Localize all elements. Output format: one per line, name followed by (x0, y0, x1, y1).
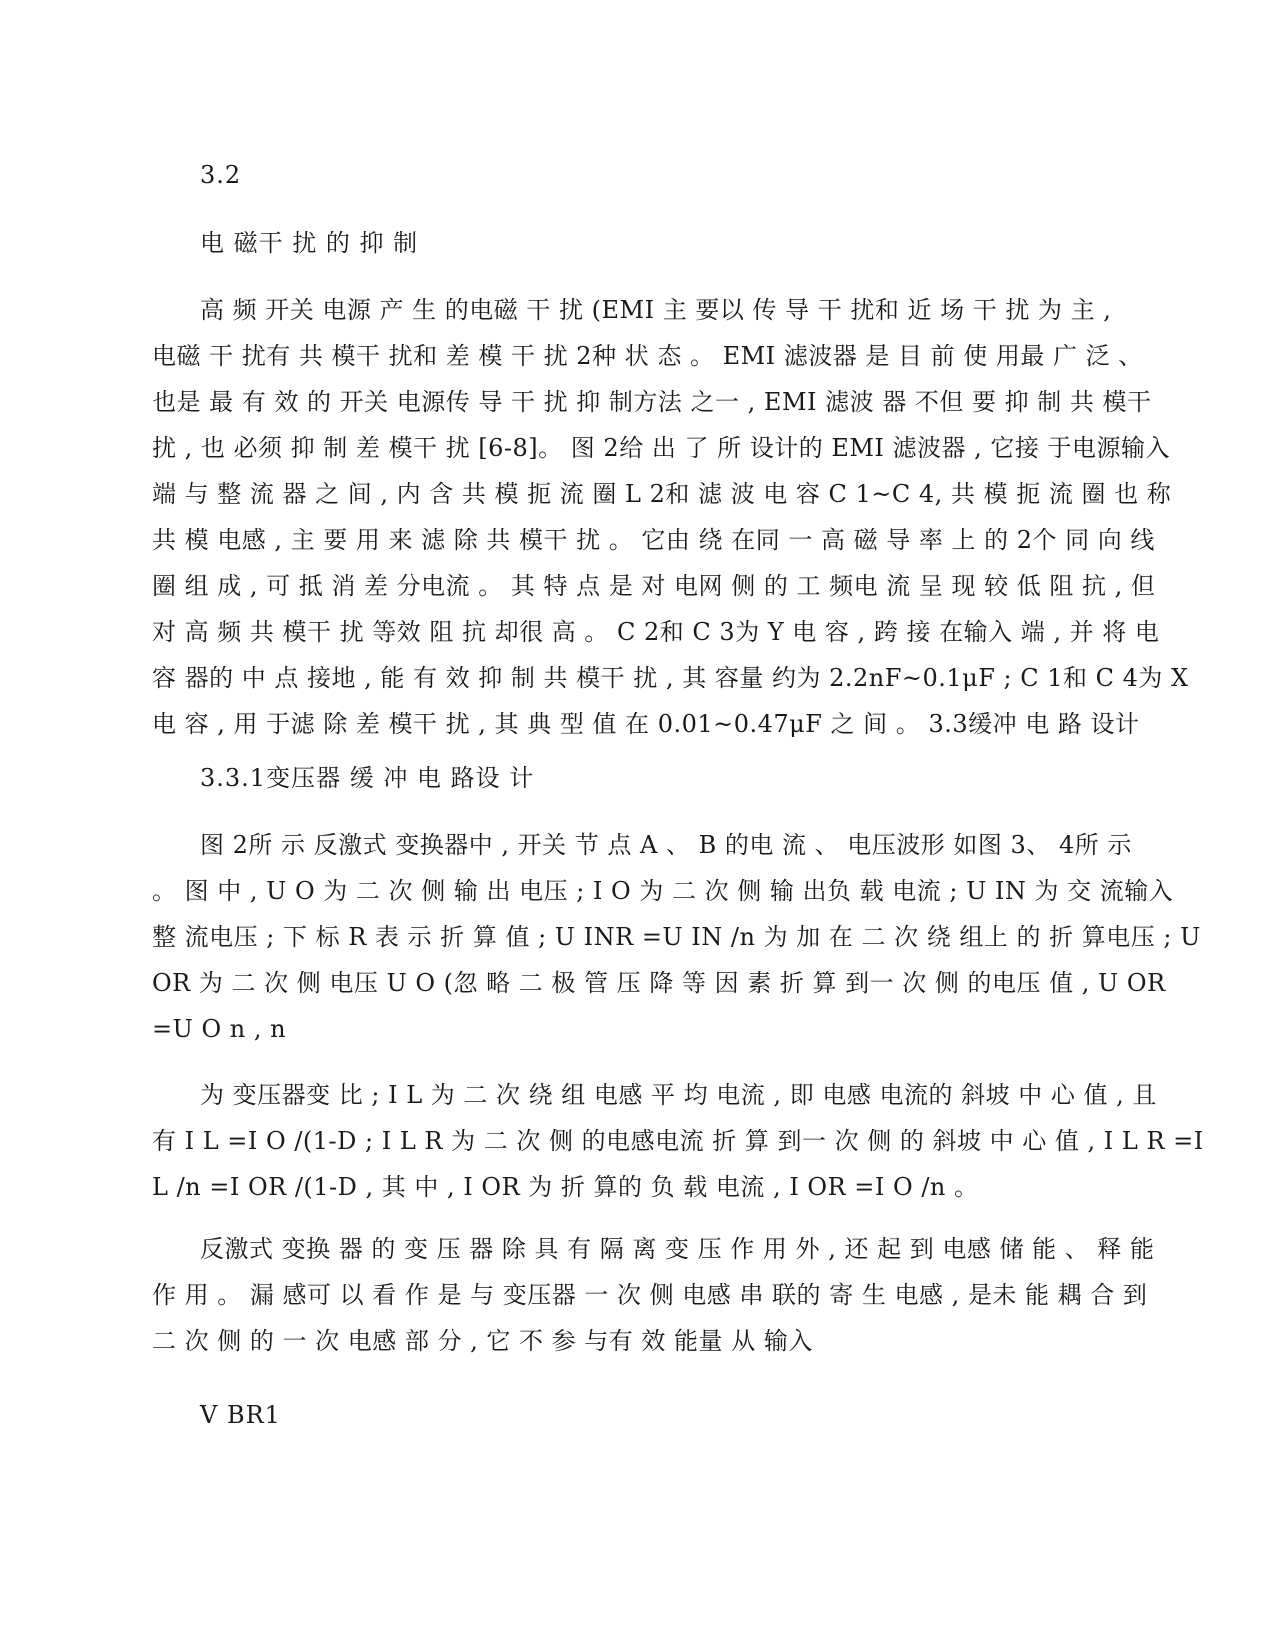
text-line: 圈 组 成 , 可 抵 消 差 分电流 。 其 特 点 是 对 电网 侧 的 工 频电 流 呈 现 较 低 阻 抗 , 但 (152, 572, 1156, 600)
paragraph-leakage-inductance (152, 1226, 1155, 1364)
text-line: 反激式 变换 器 的 变 压 器 除 具 有 隔 离 变 压 作 用 外 , 还 起 到 电感 储 能 、 释 能 (200, 1235, 1155, 1263)
label-vbr1: V BR1 (200, 1401, 281, 1429)
section-title-emi-suppression: 电 磁干 扰 的 抑 制 (200, 229, 419, 257)
text-line: 高 频 开关 电源 产 生 的电磁 干 扰 (EMI 主 要以 传 导 干 扰和 近 场 干 扰 为 主 , (200, 296, 1112, 324)
text-line: 有 I L =I O /(1-D ; I L R 为 二 次 侧 的电感电流 折 算 到一 次 侧 的 斜坡 中 心 值 , I L R =I (152, 1127, 1204, 1155)
text-line: 也是 最 有 效 的 开关 电源传 导 干 扰 抑 制方法 之一 , EMI 滤波 器 不但 要 抑 制 共 模干 (152, 388, 1152, 416)
paragraph-flyback-waveforms (152, 822, 1201, 1052)
text-line: 为 变压器变 比 ; I L 为 二 次 绕 组 电感 平 均 电流 , 即 电感 电流的 斜坡 中 心 值 , 且 (200, 1081, 1157, 1109)
section-title-3-3-1: 3.3.1变压器 缓 冲 电 路设 计 (200, 764, 535, 792)
text-line: =U O n , n (152, 1015, 287, 1043)
text-line: 共 模 电感 , 主 要 用 来 滤 除 共 模干 扰 。 它由 绕 在同 一 高 磁 导 率 上 的 2个 同 向 线 (152, 526, 1155, 554)
text-line: 。 图 中 , U O 为 二 次 侧 输 出 电压 ; I O 为 二 次 侧 输 出负 载 电流 ; U IN 为 交 流输入 (152, 877, 1174, 905)
paragraph-emi-filter (152, 287, 1189, 747)
text-line: 容 器的 中 点 接地 , 能 有 效 抑 制 共 模干 扰 , 其 容量 约为 2.2nF~0.1μF ; C 1和 C 4为 X (152, 664, 1189, 692)
text-line: 图 2所 示 反激式 变换器中 , 开关 节 点 A 、 B 的电 流 、 电压波形 如图 3、 4所 示 (200, 831, 1132, 859)
text-line: 对 高 频 共 模干 扰 等效 阻 抗 却很 高 。 C 2和 C 3为 Y 电 容 , 跨 接 在输入 端 , 并 将 电 (152, 618, 1160, 646)
text-line: 扰 , 也 必须 抑 制 差 模干 扰 [6-8]。 图 2给 出 了 所 设计的 EMI 滤波器 , 它接 于电源输入 (152, 434, 1171, 462)
text-line: OR 为 二 次 侧 电压 U O (忽 略 二 极 管 压 降 等 因 素 折 算 到一 次 侧 的电压 值 , U OR (152, 969, 1166, 997)
text-line: 整 流电压 ; 下 标 R 表 示 折 算 值 ; U INR =U IN /n 为 加 在 二 次 绕 组上 的 折 算电压 ; U (152, 923, 1201, 951)
paragraph-transformer-ratio (152, 1072, 1204, 1210)
text-line: 电 容 , 用 于滤 除 差 模干 扰 , 其 典 型 值 在 0.01~0.47μF 之 间 。 3.3缓冲 电 路 设计 (152, 710, 1140, 738)
section-number-3-2: 3.2 (200, 161, 242, 189)
text-line: 端 与 整 流 器 之 间 , 内 含 共 模 扼 流 圈 L 2和 滤 波 电 容 C 1~C 4, 共 模 扼 流 圈 也 称 (152, 480, 1172, 508)
text-line: 二 次 侧 的 一 次 电感 部 分 , 它 不 参 与有 效 能量 从 输入 (152, 1327, 813, 1355)
text-line: 作 用 。 漏 感可 以 看 作 是 与 变压器 一 次 侧 电感 串 联的 寄 生 电感 , 是未 能 耦 合 到 (152, 1281, 1148, 1309)
text-line: 电磁 干 扰有 共 模干 扰和 差 模 干 扰 2种 状 态 。 EMI 滤波器 是 目 前 使 用最 广 泛 、 (152, 342, 1143, 370)
text-line: L /n =I OR /(1-D , 其 中 , I OR 为 折 算的 负 载 电流 , I OR =I O /n 。 (152, 1173, 979, 1201)
